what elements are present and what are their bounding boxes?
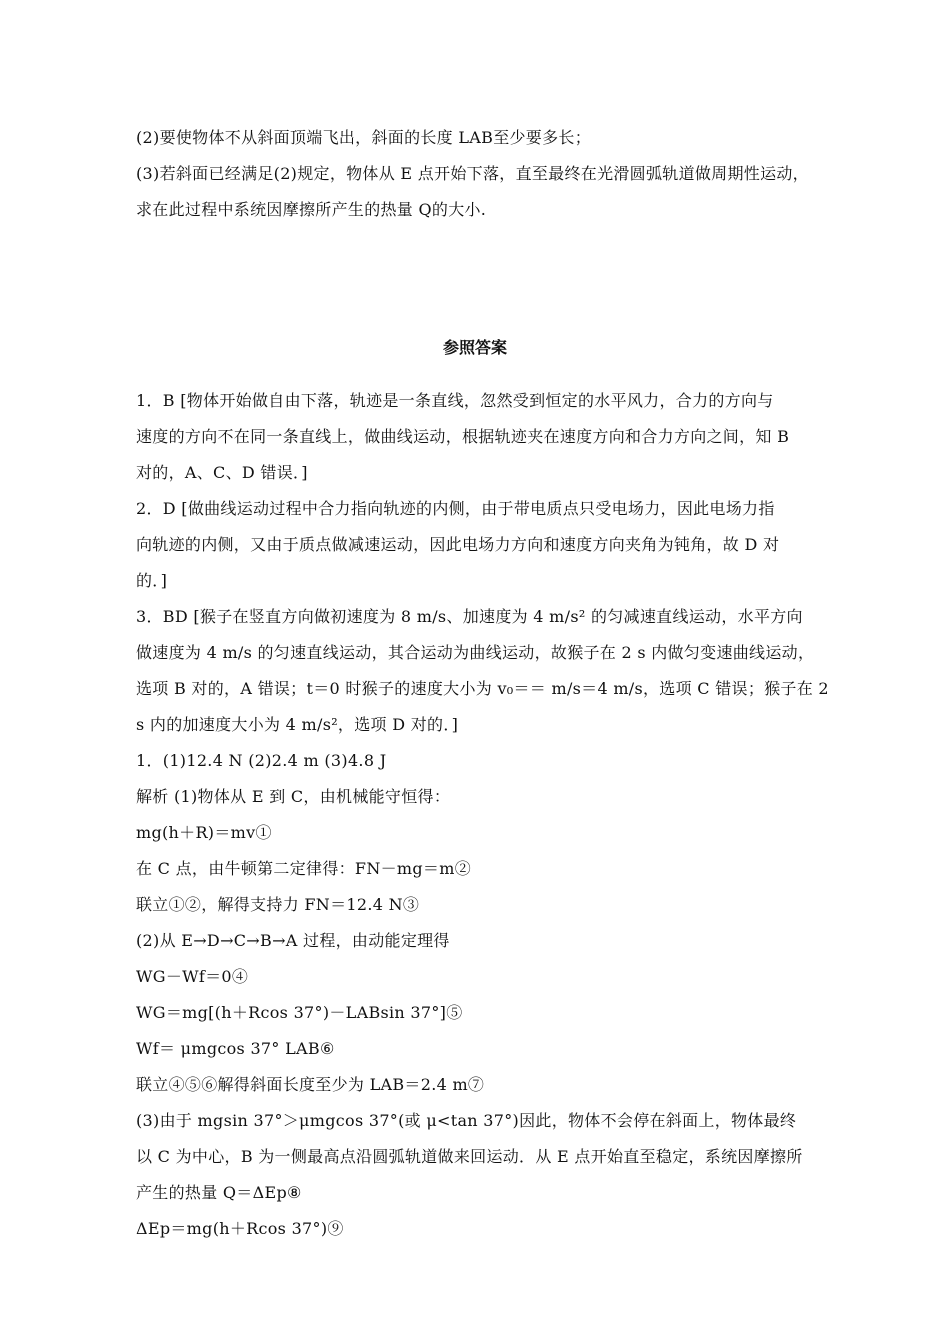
answer-line: 3．BD [猴子在竖直方向做初速度为 8 m/s、加速度为 4 m/s² 的匀减速直线运动，水平方向	[136, 607, 803, 626]
answer-line: 在 C 点，由牛顿第二定律得：FN－mg＝m②	[136, 859, 472, 878]
answer-line: 联立①②，解得支持力 FN＝12.4 N③	[136, 895, 420, 914]
answer-line: s 内的加速度大小为 4 m/s²，选项 D 对的．]	[136, 715, 459, 734]
answer-line: 的．]	[136, 571, 168, 590]
answers-heading: 参照答案	[442, 338, 507, 357]
answer-line: 以 C 为中心，B 为一侧最高点沿圆弧轨道做来回运动．从 E 点开始直至稳定，系统因摩擦所	[136, 1147, 803, 1166]
answer-line: 速度的方向不在同一条直线上，做曲线运动，根据轨迹夹在速度方向和合力方向之间，知 B	[136, 427, 790, 446]
answer-line: 向轨迹的内侧，又由于质点做减速运动，因此电场力方向和速度方向夹角为钝角，故 D 对	[136, 535, 780, 554]
answer-line: Wf＝ μmgcos 37° LAB⑥	[136, 1039, 335, 1058]
answer-line: 做速度为 4 m/s 的匀速直线运动，其合运动为曲线运动，故猴子在 2 s 内做匀变速曲线运动，	[136, 643, 815, 662]
question-3-line-1: (3)若斜面已经满足(2)规定，物体从 E 点开始下落，直至最终在光滑圆弧轨道做周期性运动，	[136, 164, 809, 183]
question-2: (2)要使物体不从斜面顶端飞出，斜面的长度 LAB至少要多长；	[136, 128, 591, 147]
answer-line: 联立④⑤⑥解得斜面长度至少为 LAB＝2.4 m⑦	[136, 1075, 485, 1094]
answer-line: WG－Wf＝0④	[136, 967, 249, 986]
answer-line: (2)从 E→D→C→B→A 过程，由动能定理得	[136, 931, 450, 950]
answer-line: 对的，A、C、D 错误．]	[136, 463, 308, 482]
answer-line: 解析 (1)物体从 E 到 C，由机械能守恒得：	[136, 787, 451, 806]
question-3-line-2: 求在此过程中系统因摩擦所产生的热量 Q的大小.	[136, 200, 487, 219]
answer-line: 选项 B 对的，A 错误；t＝0 时猴子的速度大小为 v₀＝＝ m/s＝4 m/s，选项 C 错误；猴子在 2	[136, 679, 829, 698]
answer-line: 产生的热量 Q＝ΔEp⑧	[136, 1183, 302, 1202]
answer-line: 2．D [做曲线运动过程中合力指向轨迹的内侧，由于带电质点只受电场力，因此电场力指	[136, 499, 775, 518]
answer-line: ΔEp＝mg(h＋Rcos 37°)⑨	[136, 1219, 344, 1238]
answer-line: 1．(1)12.4 N (2)2.4 m (3)4.8 J	[136, 751, 387, 770]
answer-line: WG＝mg[(h＋Rcos 37°)－LABsin 37°]⑤	[136, 1003, 463, 1022]
answer-line: mg(h＋R)＝mv①	[136, 823, 272, 842]
answer-line: 1．B [物体开始做自由下落，轨迹是一条直线，忽然受到恒定的水平风力，合力的方向与	[136, 391, 774, 410]
answer-line: (3)由于 mgsin 37°＞μmgcos 37°(或 μ<tan 37°)因此，物体不会停在斜面上，物体最终	[136, 1111, 797, 1130]
